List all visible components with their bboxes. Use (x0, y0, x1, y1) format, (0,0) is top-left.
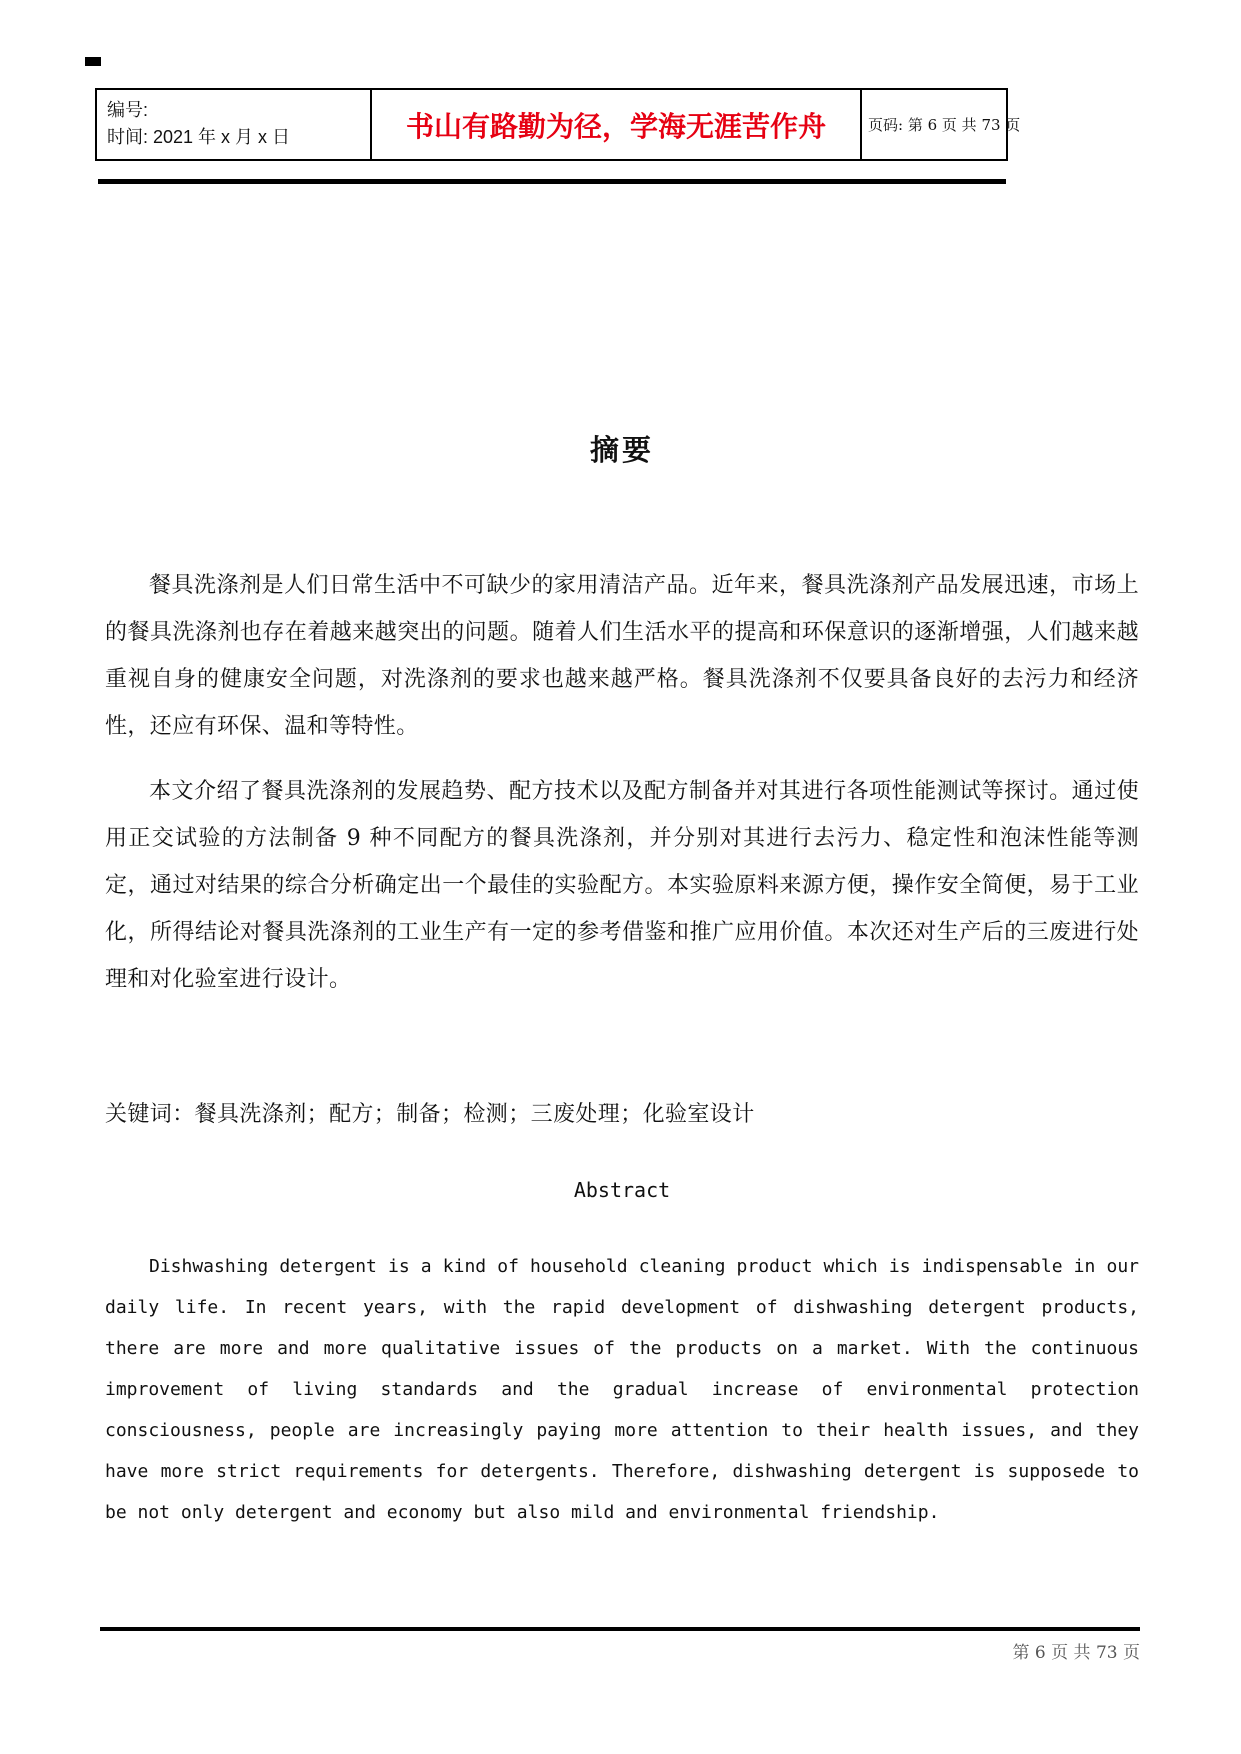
abstract-paragraph-cn-2: 本文介绍了餐具洗涤剂的发展趋势、配方技术以及配方制备并对其进行各项性能测试等探讨。通过使用正交试验的方法制备 9 种不同配方的餐具洗涤剂，并分别对其进行去污力、稳定性和泡沫性能等测定，通过对结果的综合分析确定出一个最佳的实验配方。本实验原料来源方便，操作安全简便，易于工业化，所得结论对餐具洗涤剂的工业生产有一定的参考借鉴和推广应用价值。本次还对生产后的三废进行处理和对化验室进行设计。 (105, 779, 1139, 992)
doc-date-label: 时间: 2021 年 x 月 x 日 (107, 127, 291, 147)
header-slogan: 书山有路勤为径，学海无涯苦作舟 (372, 90, 862, 159)
footer-page-number: 第 6 页 共 73 页 (1012, 1643, 1140, 1663)
abstract-heading-en: Abstract (573, 1178, 671, 1202)
header-info-cell (97, 90, 372, 159)
doc-number-label: 编号: (107, 100, 149, 120)
header-table (95, 88, 1021, 161)
header-page-number: 页码: 第 6 页 共 73 页 (868, 116, 1021, 134)
keywords-line: 关键词：餐具洗涤剂；配方；制备；检测；三废处理；化验室设计 (105, 1102, 755, 1127)
abstract-paragraph-cn-1: 餐具洗涤剂是人们日常生活中不可缺少的家用清洁产品。近年来，餐具洗涤剂产品发展迅速，市场上的餐具洗涤剂也存在着越来越突出的问题。随着人们生活水平的提高和环保意识的逐渐增强，人们越来越重视自身的健康安全问题，对洗涤剂的要求也越来越严格。餐具洗涤剂不仅要具备良好的去污力和经济性，还应有环保、温和等特性。 (105, 573, 1139, 739)
corner-mark (85, 57, 101, 66)
header-rule (98, 179, 1006, 184)
abstract-paragraph-en: Dishwashing detergent is a kind of household cleaning product which is indispensable in our daily life. In recent years, with the rapid development of dishwashing detergent products, there are more and more qualitative issues of the products on a market. With the continuous improvement of living standards and the gradual increase of environmental protection consciousness, people are increasingly paying more attention to their health issues, and they have more strict requirements for detergents. Therefore, dishwashing detergent is supposede to be not only detergent and economy but also mild and environmental friendship. (105, 1256, 1139, 1523)
page-title: 摘要 (589, 435, 654, 467)
footer-rule (100, 1627, 1140, 1631)
